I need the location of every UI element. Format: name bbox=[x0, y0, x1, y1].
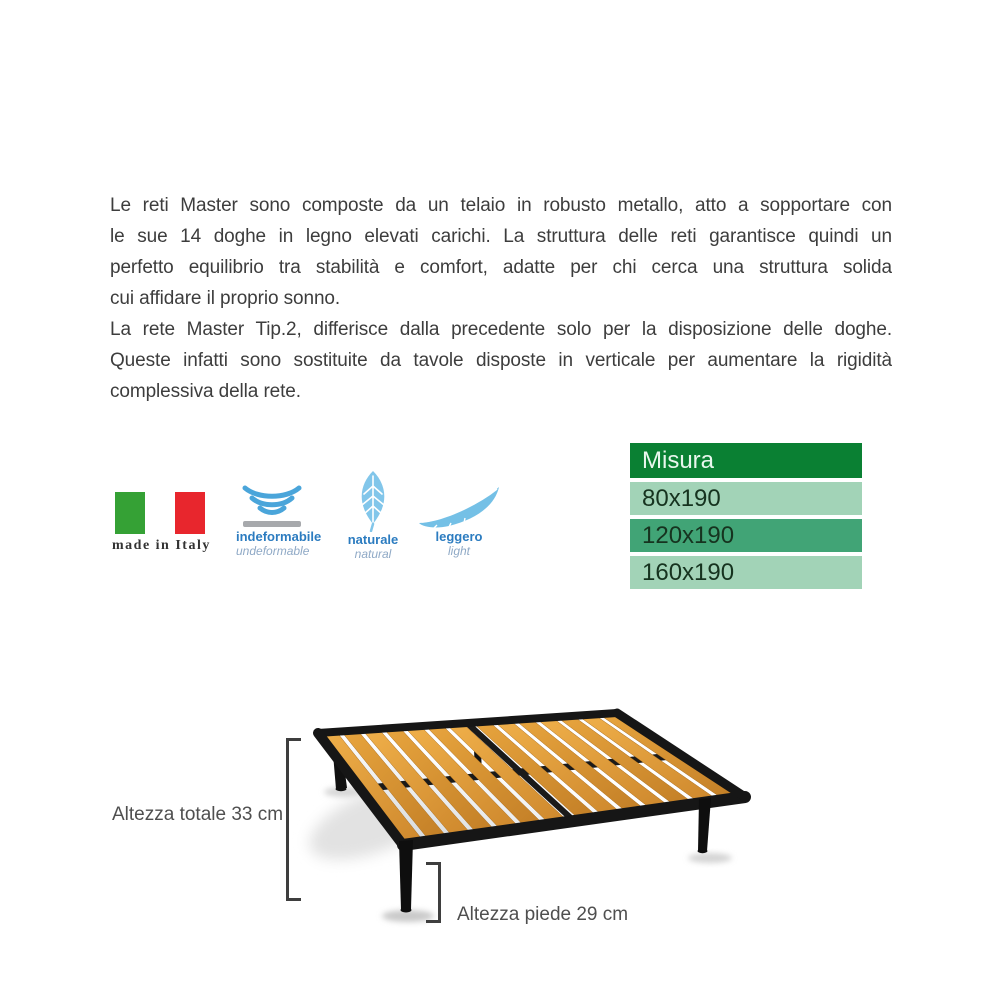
badge-sublabel: undeformable bbox=[236, 544, 310, 558]
description-line: complessiva della rete. bbox=[110, 381, 301, 402]
badge-made-in-italy bbox=[112, 492, 211, 554]
leaf-icon bbox=[351, 470, 395, 532]
size-row-160x190: 160x190 bbox=[630, 556, 862, 589]
foot-height-bracket bbox=[426, 862, 441, 923]
total-height-label: Altezza totale 33 cm bbox=[112, 804, 284, 825]
feather-icon bbox=[415, 483, 503, 529]
flag-green-stripe bbox=[115, 492, 145, 534]
badge-label: indeformabile bbox=[236, 529, 322, 544]
product-description bbox=[110, 190, 892, 407]
badge-sublabel: light bbox=[447, 544, 470, 558]
description-line: Queste infatti sono sostituite da tavole disposte in verticale per aumentare la rigidità bbox=[110, 350, 892, 371]
spring-arcs-icon bbox=[240, 483, 304, 529]
badge-sublabel: natural bbox=[354, 547, 392, 561]
badge-indeformabile bbox=[236, 483, 322, 558]
total-height-bracket bbox=[286, 738, 301, 901]
foot-height-label: Altezza piede 29 cm bbox=[457, 904, 629, 925]
description-line: perfetto equilibrio tra stabilità e comfort, adatte per chi cerca una struttura solida bbox=[110, 257, 892, 278]
badge-label: naturale bbox=[347, 532, 399, 547]
flag-red-stripe bbox=[175, 492, 205, 534]
size-table bbox=[630, 443, 862, 589]
description-line: le sue 14 doghe in legno elevati carichi. La struttura delle reti garantisce quindi un bbox=[110, 226, 892, 247]
size-row-80x190: 80x190 bbox=[630, 482, 862, 515]
size-row-120x190: 120x190 bbox=[630, 519, 862, 552]
bed-frame-product-photo bbox=[280, 670, 780, 940]
badge-naturale bbox=[340, 470, 406, 561]
size-table-header: Misura bbox=[630, 443, 862, 478]
description-line: Le reti Master sono composte da un telaio in robusto metallo, atto a sopportare con bbox=[110, 195, 892, 216]
description-line: La rete Master Tip.2, differisce dalla precedente solo per la disposizione delle doghe. bbox=[110, 319, 892, 340]
badge-label: leggero bbox=[435, 529, 483, 544]
description-line: cui affidare il proprio sonno. bbox=[110, 288, 341, 309]
made-in-italy-label: made in Italy bbox=[112, 538, 211, 553]
italy-flag-icon bbox=[115, 492, 205, 534]
badge-leggero bbox=[414, 483, 504, 558]
